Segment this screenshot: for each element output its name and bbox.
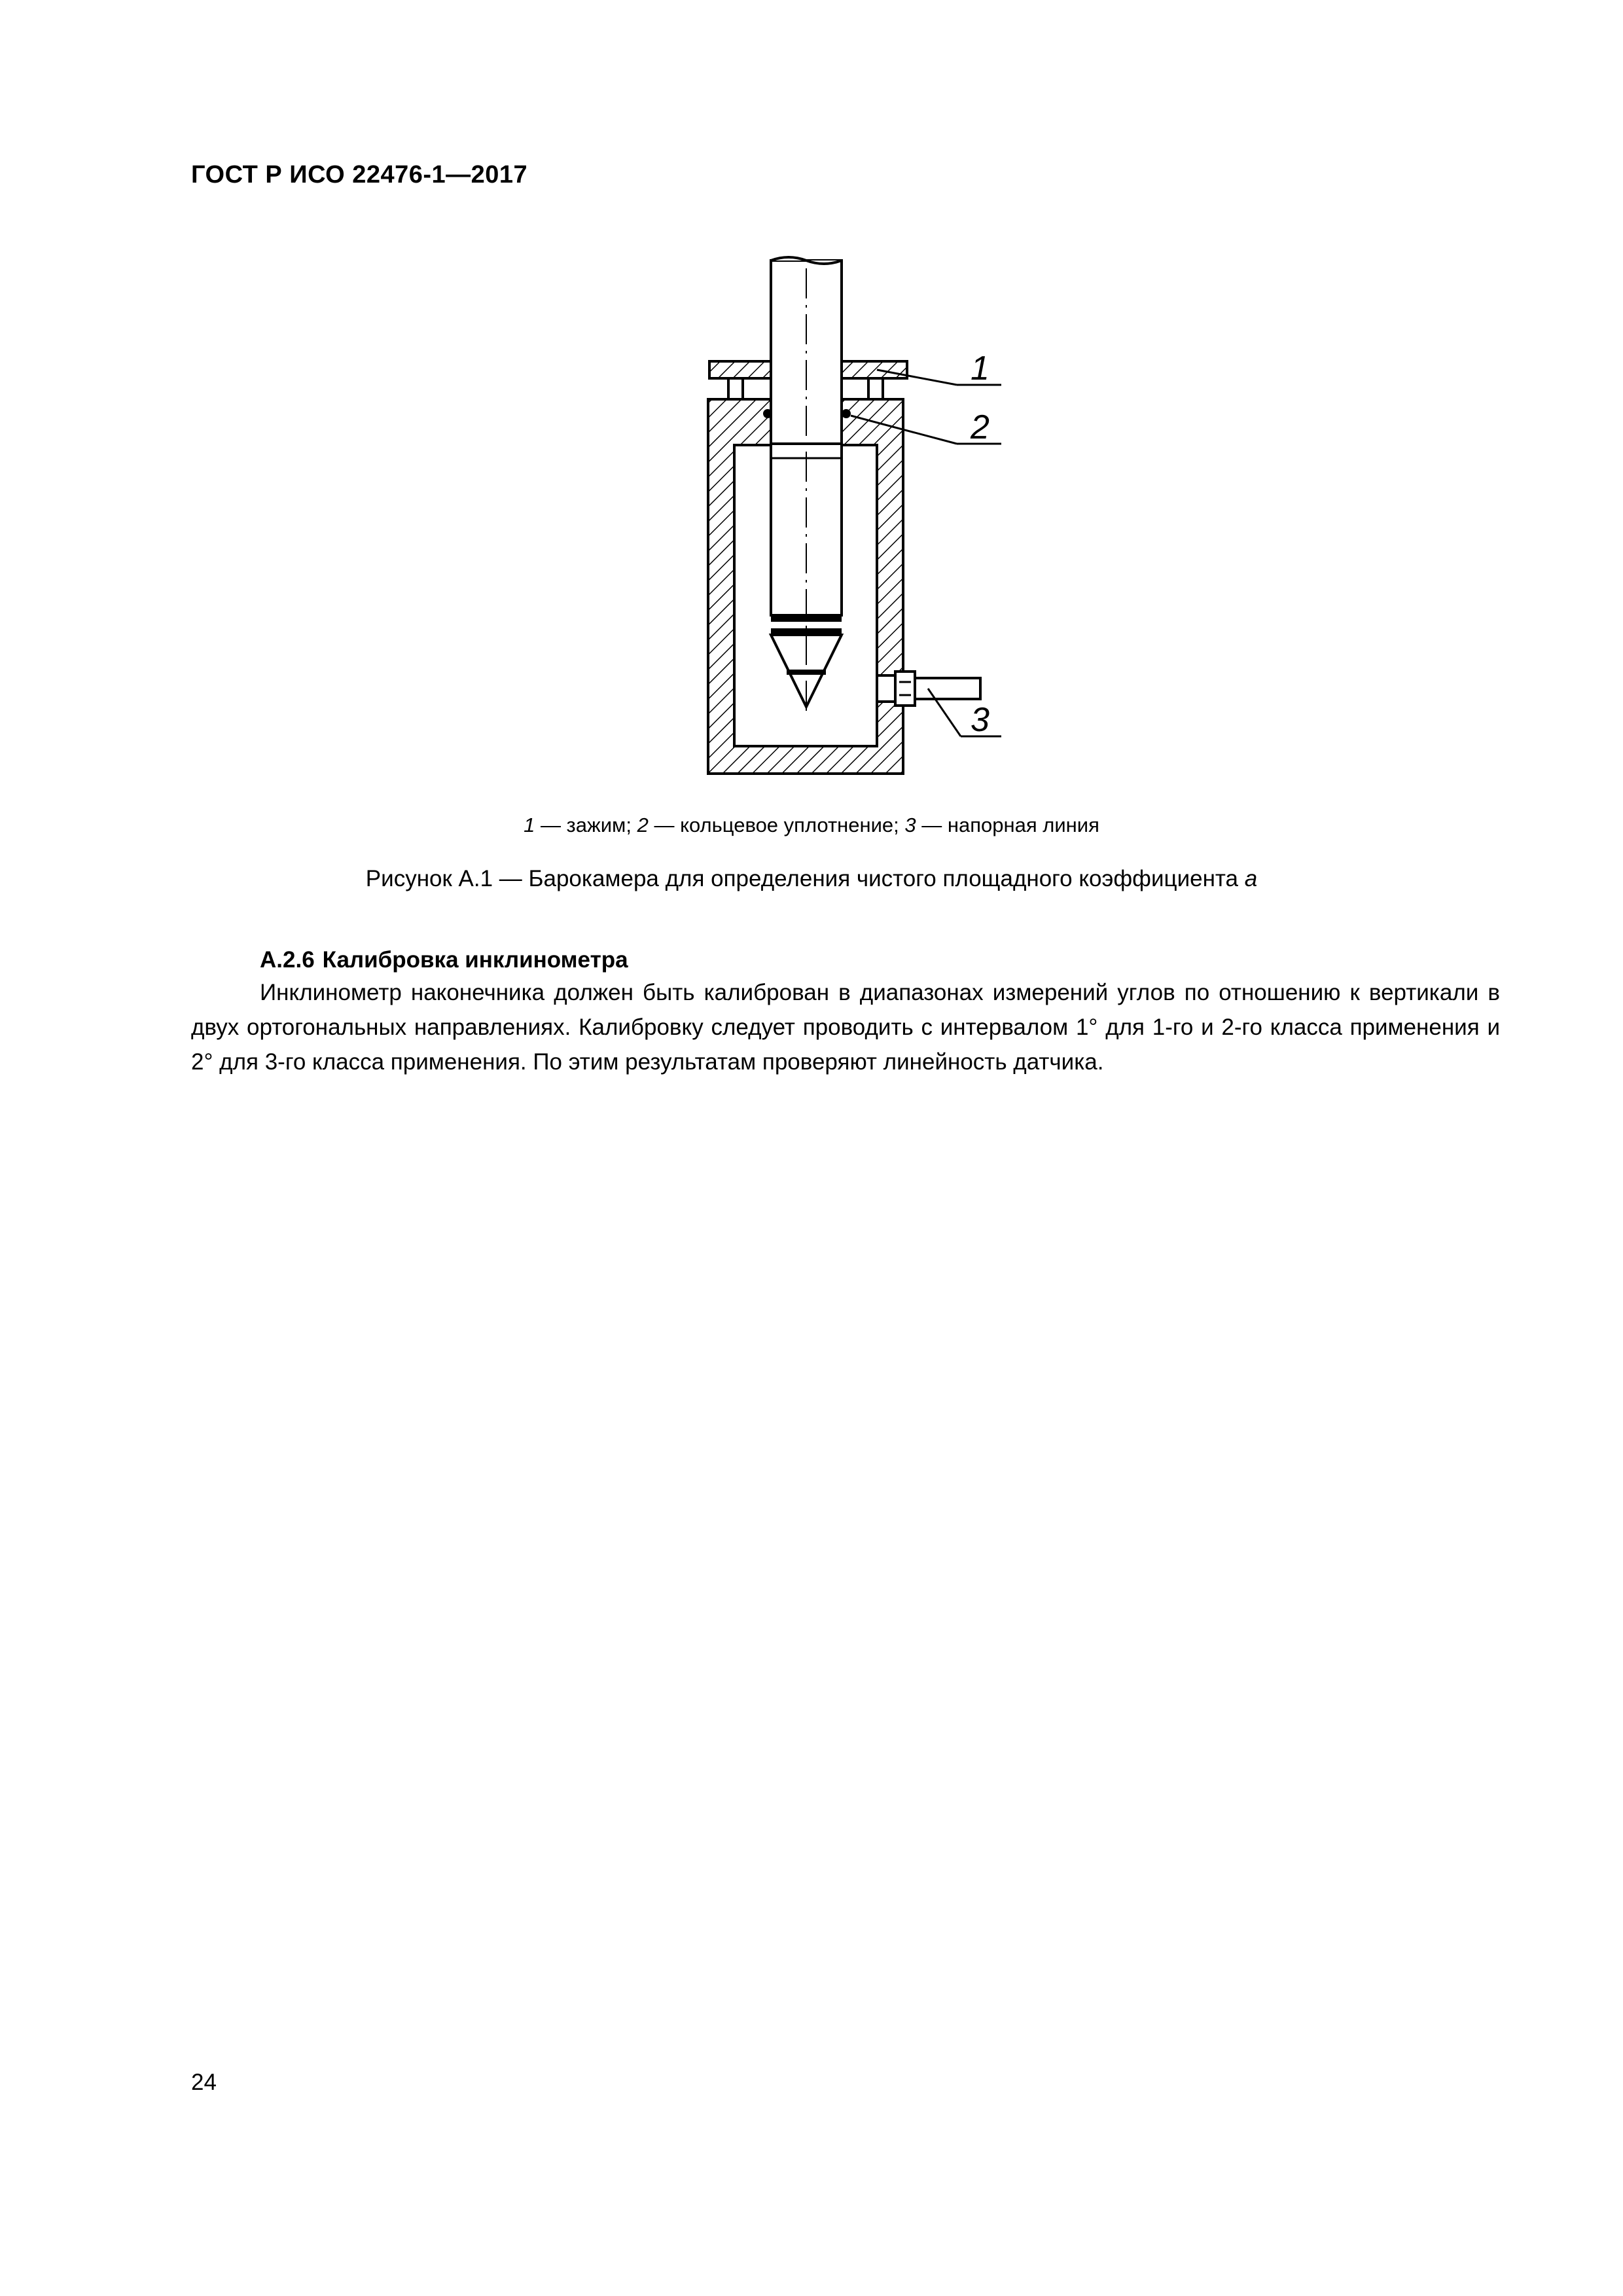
seal-left [763, 409, 772, 418]
legend-num-3: 3 [904, 814, 916, 836]
page-number: 24 [191, 2070, 217, 2095]
legend-text-1: — зажим; [535, 814, 637, 836]
section-heading [260, 947, 628, 973]
pressure-line-pipe [915, 678, 980, 699]
caption-text: Рисунок А.1 — Барокамера для определения чистого площадного коэффициента [365, 866, 1245, 891]
clamp-stud-right [868, 378, 883, 399]
legend-num-1: 1 [524, 814, 535, 836]
seal-right [842, 409, 851, 418]
pressure-fitting-body [877, 675, 895, 702]
pressure-chamber-figure [654, 249, 1021, 792]
section-paragraph: Инклинометр наконечника должен быть калиброван в диапазонах измерений углов по отношению к вертикали в двух ортогональных направлениях. Калибровку следует проводить с интервалом 1° для 1-го и 2-го класса применения и 2° для 3-го класса применения. По этим результатам проверяют линейность датчика. [191, 980, 1500, 1075]
section-title: Калибровка инклинометра [322, 947, 628, 973]
document-code: ГОСТ Р ИСО 22476-1—2017 [191, 161, 528, 188]
legend-text-3: — напорная линия [916, 814, 1099, 836]
clamp-stud-left [728, 378, 743, 399]
legend-num-2: 2 [637, 814, 649, 836]
pressure-fitting-nut [895, 672, 915, 706]
callout-1: 1 [971, 350, 990, 387]
figure-caption [0, 866, 1623, 892]
callout-3: 3 [971, 701, 990, 739]
section-number: А.2.6 [260, 947, 315, 973]
legend-text-2: — кольцевое уплотнение; [648, 814, 905, 836]
callout-2: 2 [971, 408, 990, 446]
figure-legend [0, 814, 1623, 837]
caption-symbol: a [1244, 866, 1258, 891]
pressure-chamber-drawing [654, 249, 1021, 792]
